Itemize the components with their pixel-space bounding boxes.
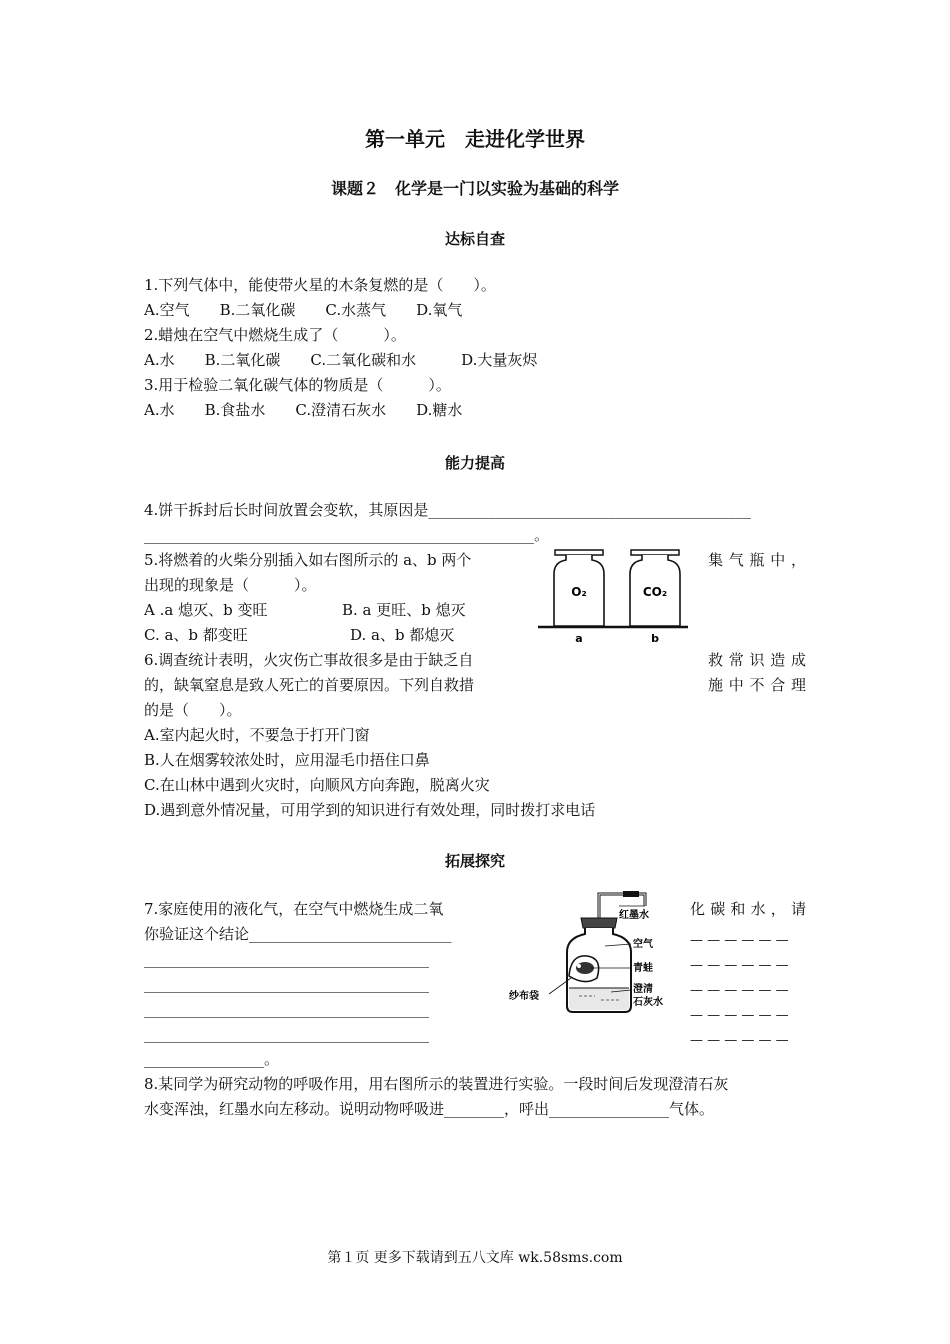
- stopper: [581, 918, 617, 928]
- label-air: 空气: [633, 939, 653, 950]
- q4-line-2: ____________________________________________________。: [144, 526, 550, 544]
- label-red-ink: 红墨水: [619, 910, 649, 921]
- q7-answer-line: ______________________________________: [144, 975, 429, 993]
- q7-right-dash-line: — — — — — —: [690, 933, 789, 948]
- q2-options: A.水 B.二氧化碳 C.二氧化碳和水 D.大量灰烬: [144, 351, 538, 369]
- q7-right-dash-line: — — — — — —: [690, 1033, 789, 1048]
- lesson-title: 课题２ 化学是一门以实验为基础的科学: [330, 179, 619, 198]
- q5-line-1: 5.将燃着的火柴分别插入如右图所示的 a、b 两个: [144, 551, 472, 569]
- section-heading-extension: 拓展探究: [444, 852, 505, 870]
- q7-line-2: 你验证这个结论___________________________: [144, 925, 452, 943]
- bottle-b-caption: b: [651, 632, 659, 645]
- q5-option-b: B. a 更旺、b 熄灭: [342, 601, 466, 619]
- q5-line-1-right: 集气瓶中，: [708, 551, 806, 569]
- q6-line-2-right: 施中不合理: [708, 676, 806, 694]
- label-frog: 青蛙: [633, 963, 653, 974]
- section-heading-improvement: 能力提高: [444, 454, 505, 472]
- bottle-a: [554, 550, 604, 626]
- bottle-a-label: O₂: [571, 585, 587, 599]
- q4-line-1: 4.饼干拆封后长时间放置会变软，其原因是___________________________________________: [144, 501, 751, 519]
- page-footer: 第１页 更多下载请到五八文库 wk.58sms.com: [327, 1250, 623, 1266]
- q7-answer-line: ______________________________________: [144, 1025, 429, 1043]
- bottle-a-caption: a: [575, 632, 583, 645]
- unit-title: 第一单元 走进化学世界: [365, 127, 585, 151]
- q6-option-a: A.室内起火时，不要急于打开门窗: [144, 726, 370, 744]
- q5-option-c: C. a、b 都变旺: [144, 626, 248, 644]
- q5-option-d: D. a、b 都熄灭: [350, 626, 455, 644]
- q7-line-1-right: 化碳和水，请: [690, 900, 806, 918]
- q8-line-2: 水变浑浊，红墨水向左移动。说明动物呼吸进________，呼出________________气体。: [144, 1100, 715, 1118]
- section-heading-self-check: 达标自查: [444, 230, 505, 248]
- q2-stem: 2.蜡烛在空气中燃烧生成了（ ）。: [144, 326, 406, 344]
- q3-options: A.水 B.食盐水 C.澄清石灰水 D.糖水: [144, 401, 463, 419]
- gas-bottles-figure: [536, 544, 692, 646]
- q6-option-c: C.在山林中遇到火灾时，向顺风方向奔跑，脱离火灾: [144, 776, 490, 794]
- q8-line-1: 8.某同学为研究动物的呼吸作用，用右图所示的装置进行实验。一段时间后发现澄清石灰: [144, 1075, 729, 1093]
- q6-line-2: 的，缺氧窒息是致人死亡的首要原因。下列自救措: [144, 676, 475, 694]
- q7-answer-line: ______________________________________: [144, 1000, 429, 1018]
- label-limewater: 石灰水: [633, 997, 663, 1008]
- q6-line-3: 的是（ ）。: [144, 701, 242, 719]
- q6-option-b: B.人在烟雾较浓处时，应用湿毛巾捂住口鼻: [144, 751, 430, 769]
- bottle-b: [630, 550, 680, 626]
- bottle-b-label: CO₂: [642, 585, 668, 599]
- q7-last-line: ________________。: [144, 1050, 280, 1068]
- q7-line-1: 7.家庭使用的液化气，在空气中燃烧生成二氧: [144, 900, 444, 918]
- q7-right-dash-line: — — — — — —: [690, 983, 789, 998]
- q6-line-1: 6.调查统计表明，火灾伤亡事故很多是由于缺乏自: [144, 651, 474, 669]
- q6-option-d: D.遇到意外情况量，可用学到的知识进行有效处理，同时拨打求电话: [144, 801, 596, 819]
- q1-options: A.空气 B.二氧化碳 C.水蒸气 D.氧气: [144, 301, 463, 319]
- q7-right-dash-line: — — — — — —: [690, 958, 789, 973]
- q5-line-2: 出现的现象是（ ）。: [144, 576, 317, 594]
- red-ink-drop: [623, 891, 639, 897]
- q3-stem: 3.用于检验二氧化碳气体的物质是（ ）。: [144, 376, 451, 394]
- q7-answer-line: ______________________________________: [144, 950, 429, 968]
- q6-line-1-right: 救常识造成: [708, 651, 806, 669]
- breathing-apparatus-figure: [505, 888, 685, 1018]
- label-gauze-bag: 纱布袋: [509, 991, 539, 1002]
- label-clear: 澄清: [633, 984, 653, 995]
- q7-right-dash-line: — — — — — —: [690, 1008, 789, 1023]
- q1-stem: 1.下列气体中，能使带火星的木条复燃的是（ ）。: [144, 276, 496, 294]
- q5-option-a: A .a 熄灭、b 变旺: [144, 601, 268, 619]
